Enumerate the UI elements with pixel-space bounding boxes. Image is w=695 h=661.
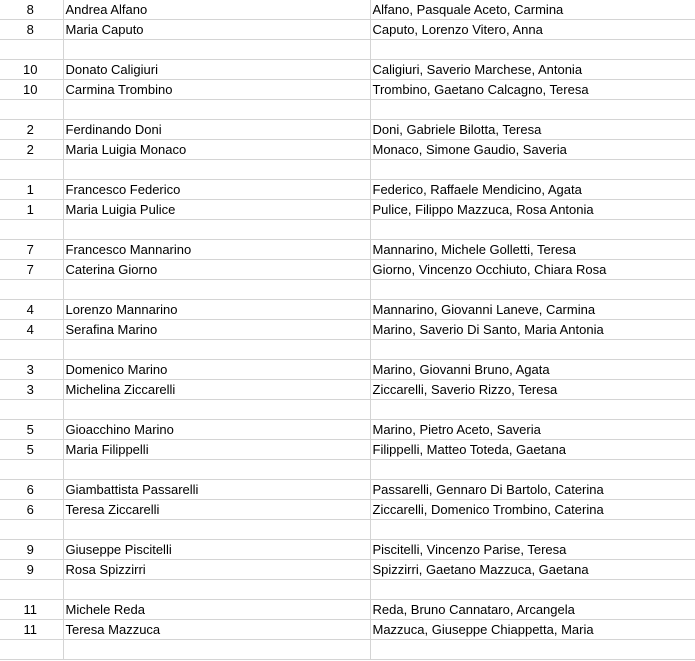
cell-number[interactable] — [0, 160, 63, 180]
cell-number[interactable]: 10 — [0, 60, 63, 80]
cell-spouse-name[interactable] — [63, 280, 370, 300]
table-row — [0, 380, 695, 400]
table-row — [0, 120, 695, 140]
table-row — [0, 340, 695, 360]
table-row — [0, 40, 695, 60]
table-row — [0, 440, 695, 460]
cell-parents[interactable]: Mannarino, Giovanni Laneve, Carmina — [370, 300, 695, 320]
cell-spouse-name[interactable] — [63, 400, 370, 420]
table-row — [0, 600, 695, 620]
cell-spouse-name[interactable]: Serafina Marino — [63, 320, 370, 340]
table-row — [0, 240, 695, 260]
cell-number[interactable]: 3 — [0, 360, 63, 380]
cell-spouse-name[interactable]: Maria Luigia Pulice — [63, 200, 370, 220]
table-row — [0, 140, 695, 160]
cell-number[interactable]: 7 — [0, 240, 63, 260]
cell-parents[interactable] — [370, 400, 695, 420]
cell-spouse-name[interactable]: Michele Reda — [63, 600, 370, 620]
cell-number[interactable]: 11 — [0, 620, 63, 640]
cell-parents[interactable]: Pulice, Filippo Mazzuca, Rosa Antonia — [370, 200, 695, 220]
cell-spouse-name[interactable]: Maria Caputo — [63, 20, 370, 40]
cell-parents[interactable] — [370, 640, 695, 660]
table-row — [0, 160, 695, 180]
cell-number[interactable]: 6 — [0, 480, 63, 500]
cell-number[interactable]: 5 — [0, 420, 63, 440]
cell-spouse-name[interactable]: Francesco Federico — [63, 180, 370, 200]
cell-spouse-name[interactable]: Gioacchino Marino — [63, 420, 370, 440]
cell-number[interactable] — [0, 220, 63, 240]
table-row — [0, 80, 695, 100]
cell-number[interactable]: 11 — [0, 600, 63, 620]
cell-spouse-name[interactable]: Maria Filippelli — [63, 440, 370, 460]
cell-parents[interactable]: Doni, Gabriele Bilotta, Teresa — [370, 120, 695, 140]
cell-spouse-name[interactable]: Giuseppe Piscitelli — [63, 540, 370, 560]
table-row — [0, 100, 695, 120]
cell-number[interactable]: 1 — [0, 200, 63, 220]
table-row — [0, 480, 695, 500]
cell-number[interactable]: 10 — [0, 80, 63, 100]
cell-number[interactable]: 6 — [0, 500, 63, 520]
cell-parents[interactable]: Spizzirri, Gaetano Mazzuca, Gaetana — [370, 560, 695, 580]
table-row — [0, 360, 695, 380]
cell-spouse-name[interactable] — [63, 340, 370, 360]
table-row — [0, 540, 695, 560]
table-row — [0, 560, 695, 580]
cell-spouse-name[interactable]: Domenico Marino — [63, 360, 370, 380]
table-row — [0, 300, 695, 320]
cell-spouse-name[interactable]: Donato Caligiuri — [63, 60, 370, 80]
cell-number[interactable] — [0, 100, 63, 120]
cell-parents[interactable]: Ziccarelli, Saverio Rizzo, Teresa — [370, 380, 695, 400]
cell-parents[interactable]: Marino, Pietro Aceto, Saveria — [370, 420, 695, 440]
cell-parents[interactable]: Alfano, Pasquale Aceto, Carmina — [370, 0, 695, 20]
table-row — [0, 60, 695, 80]
cell-number[interactable]: 9 — [0, 560, 63, 580]
table-row — [0, 200, 695, 220]
table-row — [0, 320, 695, 340]
cell-parents[interactable] — [370, 40, 695, 60]
table-row — [0, 620, 695, 640]
cell-number[interactable] — [0, 640, 63, 660]
cell-number[interactable] — [0, 280, 63, 300]
cell-number[interactable] — [0, 520, 63, 540]
cell-number[interactable] — [0, 40, 63, 60]
cell-parents[interactable]: Trombino, Gaetano Calcagno, Teresa — [370, 80, 695, 100]
table-row — [0, 640, 695, 660]
table-row — [0, 400, 695, 420]
cell-number[interactable]: 8 — [0, 20, 63, 40]
cell-parents[interactable] — [370, 520, 695, 540]
cell-number[interactable] — [0, 580, 63, 600]
cell-parents[interactable]: Caputo, Lorenzo Vitero, Anna — [370, 20, 695, 40]
cell-parents[interactable] — [370, 460, 695, 480]
table-row — [0, 500, 695, 520]
cell-spouse-name[interactable]: Ferdinando Doni — [63, 120, 370, 140]
cell-parents[interactable]: Monaco, Simone Gaudio, Saveria — [370, 140, 695, 160]
cell-number[interactable]: 7 — [0, 260, 63, 280]
cell-number[interactable]: 4 — [0, 320, 63, 340]
cell-parents[interactable]: Marino, Saverio Di Santo, Maria Antonia — [370, 320, 695, 340]
cell-spouse-name[interactable]: Carmina Trombino — [63, 80, 370, 100]
cell-parents[interactable]: Marino, Giovanni Bruno, Agata — [370, 360, 695, 380]
cell-number[interactable]: 4 — [0, 300, 63, 320]
cell-spouse-name[interactable] — [63, 160, 370, 180]
cell-number[interactable]: 2 — [0, 140, 63, 160]
cell-spouse-name[interactable]: Lorenzo Mannarino — [63, 300, 370, 320]
table-row — [0, 0, 695, 20]
table-row — [0, 20, 695, 40]
cell-number[interactable] — [0, 340, 63, 360]
cell-parents[interactable] — [370, 280, 695, 300]
cell-number[interactable]: 2 — [0, 120, 63, 140]
cell-spouse-name[interactable]: Michelina Ziccarelli — [63, 380, 370, 400]
table-row — [0, 280, 695, 300]
cell-spouse-name[interactable]: Andrea Alfano — [63, 0, 370, 20]
cell-spouse-name[interactable] — [63, 220, 370, 240]
table-row — [0, 220, 695, 240]
cell-parents[interactable]: Piscitelli, Vincenzo Parise, Teresa — [370, 540, 695, 560]
table-row — [0, 260, 695, 280]
cell-parents[interactable]: Filippelli, Matteo Toteda, Gaetana — [370, 440, 695, 460]
cell-spouse-name[interactable]: Teresa Mazzuca — [63, 620, 370, 640]
table-row — [0, 420, 695, 440]
table-row — [0, 460, 695, 480]
cell-spouse-name[interactable] — [63, 100, 370, 120]
cell-spouse-name[interactable]: Teresa Ziccarelli — [63, 500, 370, 520]
cell-spouse-name[interactable] — [63, 40, 370, 60]
cell-parents[interactable] — [370, 340, 695, 360]
cell-parents[interactable]: Giorno, Vincenzo Occhiuto, Chiara Rosa — [370, 260, 695, 280]
cell-parents[interactable]: Mannarino, Michele Golletti, Teresa — [370, 240, 695, 260]
table-row — [0, 520, 695, 540]
cell-parents[interactable] — [370, 220, 695, 240]
cell-parents[interactable]: Mazzuca, Giuseppe Chiappetta, Maria — [370, 620, 695, 640]
cell-parents[interactable]: Caligiuri, Saverio Marchese, Antonia — [370, 60, 695, 80]
cell-parents[interactable]: Reda, Bruno Cannataro, Arcangela — [370, 600, 695, 620]
cell-number[interactable]: 9 — [0, 540, 63, 560]
cell-spouse-name[interactable]: Maria Luigia Monaco — [63, 140, 370, 160]
cell-spouse-name[interactable]: Giambattista Passarelli — [63, 480, 370, 500]
cell-number[interactable]: 5 — [0, 440, 63, 460]
cell-parents[interactable]: Federico, Raffaele Mendicino, Agata — [370, 180, 695, 200]
cell-spouse-name[interactable] — [63, 520, 370, 540]
cell-parents[interactable] — [370, 100, 695, 120]
cell-number[interactable] — [0, 460, 63, 480]
cell-spouse-name[interactable] — [63, 640, 370, 660]
cell-number[interactable] — [0, 400, 63, 420]
table-row — [0, 180, 695, 200]
cell-number[interactable]: 1 — [0, 180, 63, 200]
table-row — [0, 580, 695, 600]
cell-spouse-name[interactable] — [63, 580, 370, 600]
cell-parents[interactable]: Passarelli, Gennaro Di Bartolo, Caterina — [370, 480, 695, 500]
cell-spouse-name[interactable]: Francesco Mannarino — [63, 240, 370, 260]
cell-spouse-name[interactable] — [63, 460, 370, 480]
cell-parents[interactable] — [370, 580, 695, 600]
cell-number[interactable]: 3 — [0, 380, 63, 400]
cell-parents[interactable] — [370, 160, 695, 180]
cell-parents[interactable]: Ziccarelli, Domenico Trombino, Caterina — [370, 500, 695, 520]
cell-spouse-name[interactable]: Caterina Giorno — [63, 260, 370, 280]
cell-spouse-name[interactable]: Rosa Spizzirri — [63, 560, 370, 580]
cell-number[interactable]: 8 — [0, 0, 63, 20]
